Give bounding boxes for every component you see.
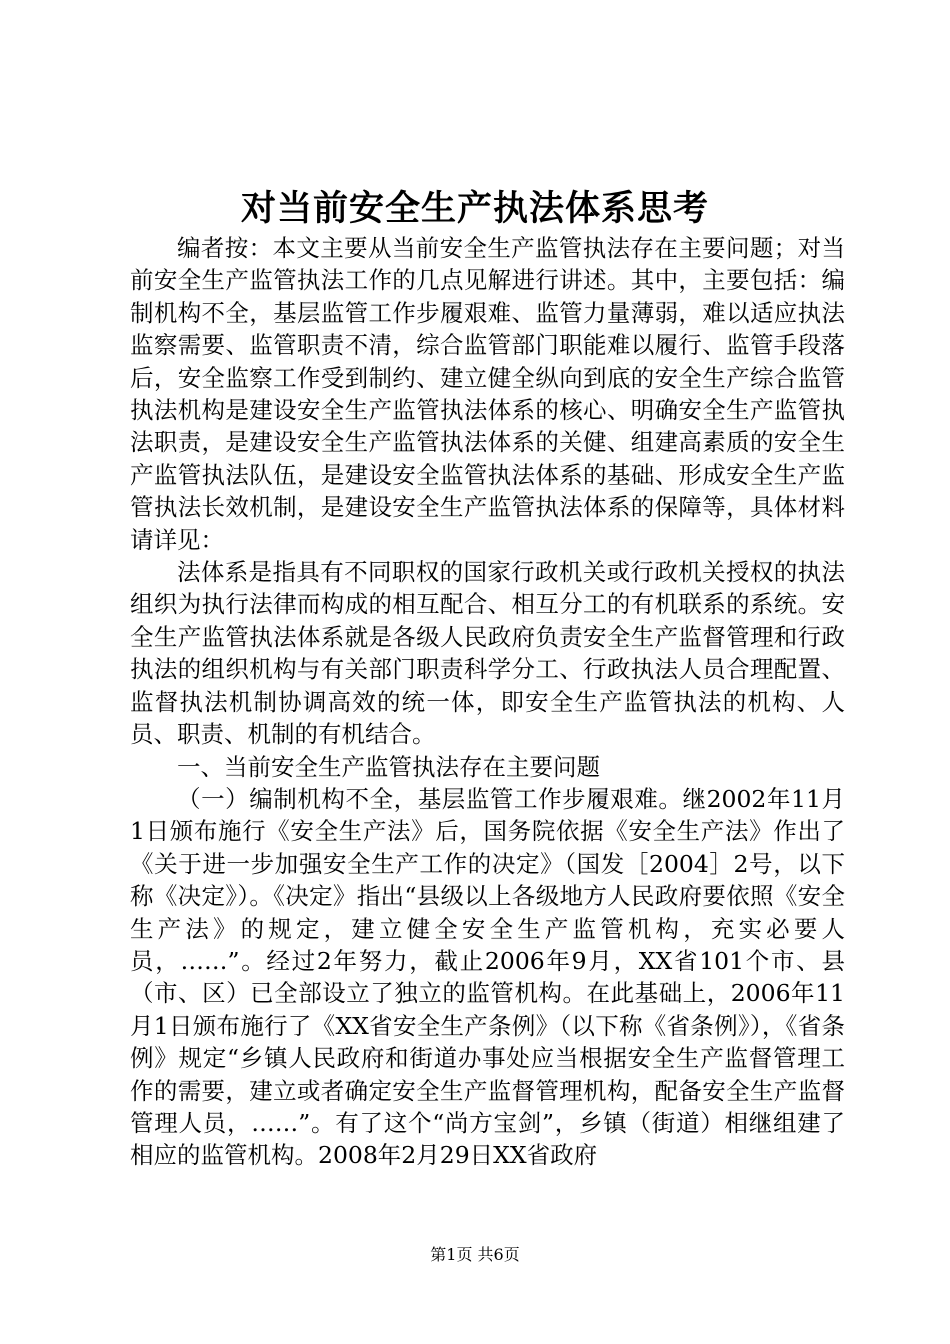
definition-paragraph: 法体系是指具有不同职权的国家行政机关或行政机关授权的执法组织为执行法律而构成的相互配合、相互分工的有机联系的系统。安全生产监管执法体系就是各级人民政府负责安全生产监督管理和行政执法的组织机构与有关部门职责科学分工、行政执法人员合理配置、监督执法机制协调高效的统一体，即安全生产监管执法的机构、人员、职责、机制的有机结合。 bbox=[130, 558, 845, 749]
document-body bbox=[130, 232, 845, 1172]
document-title: 对当前安全生产执法体系思考 bbox=[240, 188, 709, 229]
section-1-paragraph: （一）编制机构不全，基层监管工作步履艰难。继2002年11月1日颁布施行《安全生产法》后，国务院依据《安全生产法》作出了《关于进一步加强安全生产工作的决定》（国发［2004］2号，以下称《决定》）。《决定》指出“县级以上各级地方人民政府要依照《安全生产法》的规定，建立健全安全生产监管机构，充实必要人员，……”。经过2年努力，截止2006年9月，XX省101个市、县（市、区）已全部设立了独立的监管机构。在此基础上，2006年11月1日颁布施行了《XX省安全生产条例》（以下称《省条例》），《省条例》规定“乡镇人民政府和街道办事处应当根据安全生产监督管理工作的需要，建立或者确定安全生产监督管理机构，配备安全生产监督管理人员，……”。有了这个“尚方宝剑”，乡镇（街道）相继组建了相应的监管机构。2008年2月29日XX省政府 bbox=[130, 784, 845, 1170]
editor-note-paragraph: 编者按：本文主要从当前安全生产监管执法存在主要问题；对当前安全生产监管执法工作的几点见解进行讲述。其中，主要包括：编制机构不全，基层监管工作步履艰难、监管力量薄弱，难以适应执法监察需要、监管职责不清，综合监管部门职能难以履行、监管手段落后，安全监察工作受到制约、建立健全纵向到底的安全生产综合监管执法机构是建设安全生产监管执法体系的核心、明确安全生产监管执法职责，是建设安全生产监管执法体系的关健、组建高素质的安全生产监管执法队伍，是建设安全监管执法体系的基础、形成安全生产监管执法长效机制，是建设安全生产监管执法体系的保障等，具体材料请详见： bbox=[130, 234, 845, 554]
section-heading: 一、当前安全生产监管执法存在主要问题 bbox=[177, 752, 600, 781]
page-number: 第1页 共6页 bbox=[430, 1245, 520, 1264]
